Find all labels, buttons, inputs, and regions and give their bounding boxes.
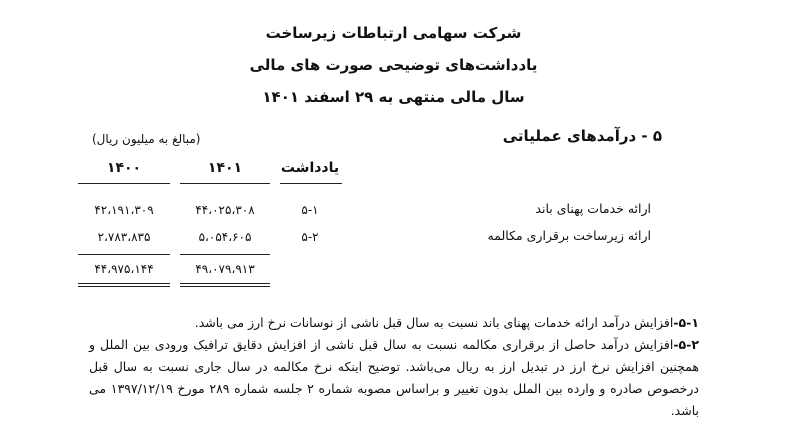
row-value-1401: ۵،۰۵۴،۶۰۵ (198, 230, 252, 244)
note-text: افزایش درآمد ارائه خدمات پهنای باند نسبت به سال قبل ناشی از نوسانات نرخ ارز می باشد. (194, 315, 674, 330)
row-value-1400: ۲،۷۸۳،۸۳۵ (97, 230, 151, 244)
row-value-1400: ۴۲،۱۹۱،۳۰۹ (94, 203, 154, 217)
total-1401: ۴۹،۰۷۹،۹۱۳ (195, 262, 255, 276)
note-number: ۵-۲- (673, 337, 699, 352)
header-underline-note (280, 183, 342, 184)
section-title: ۵ - درآمدهای عملیاتی (502, 127, 662, 145)
total-1400: ۴۴،۹۷۵،۱۴۴ (94, 262, 154, 276)
row-label: ارائه زیرساخت برقراری مکالمه (487, 228, 651, 243)
row-note-ref: ۵-۲ (301, 230, 319, 244)
header-underline-1401 (180, 183, 270, 184)
company-name: شرکت سهامی ارتباطات زیرساخت (265, 24, 522, 42)
note-paragraph (89, 334, 699, 422)
column-header-1400: ۱۴۰۰ (106, 160, 142, 176)
double-underline-1400-bottom (78, 286, 170, 287)
double-underline-1401-top (180, 283, 270, 284)
notes-section (89, 312, 699, 422)
subtotal-line-1400 (78, 254, 170, 255)
column-header-1401: ۱۴۰۱ (207, 160, 243, 176)
double-underline-1400-top (78, 283, 170, 284)
document-title: یادداشت‌های توضیحی صورت های مالی (249, 56, 538, 74)
row-value-1401: ۴۴،۰۲۵،۳۰۸ (195, 203, 255, 217)
column-header-note: یادداشت (280, 160, 340, 176)
note-text: افزایش درآمد حاصل از برقراری مکالمه نسبت به سال قبل ناشی از افزایش دقایق ترافیک ورودی بین الملل و همچنین افزایش نرخ ارز در تبدیل ارز به ریال می‌باشد. توضیح اینکه نرخ مکالمه در سال جاری نسبت به سال قبل درخصوص صادره و وارده بین الملل بدون تغییر و براساس مصوبه شماره ۲ جلسه شماره ۲۸۹ مورخ ۱۳۹۷/۱۲/۱۹ می باشد. (89, 337, 699, 418)
period-title: سال مالی منتهی به ۲۹ اسفند ۱۴۰۱ (262, 88, 525, 106)
note-number: ۵-۱- (673, 315, 699, 330)
header-underline-1400 (78, 183, 170, 184)
note-paragraph (89, 312, 699, 334)
row-label: ارائه خدمات پهنای باند (535, 201, 651, 216)
unit-note: (مبالغ به میلیون ریال) (92, 132, 201, 146)
double-underline-1401-bottom (180, 286, 270, 287)
subtotal-line-1401 (180, 254, 270, 255)
row-note-ref: ۵-۱ (301, 203, 319, 217)
